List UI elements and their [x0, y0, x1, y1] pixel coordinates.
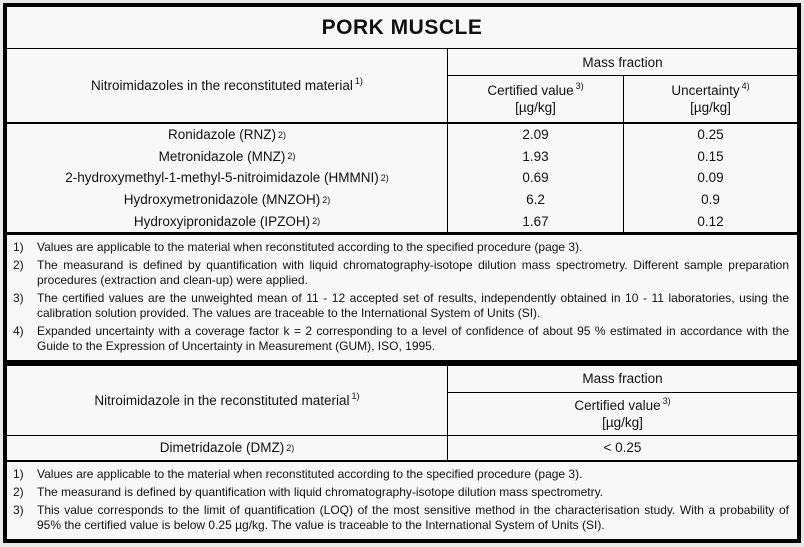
uncertainty-value: 0.12 [697, 213, 724, 229]
certified-value: < 0.25 [603, 440, 642, 456]
footnote [13, 258, 789, 288]
document-page [3, 3, 801, 543]
table-title-text: PORK MUSCLE [321, 15, 483, 39]
table-row: Hydroxymetronidazole (MNZOH) 2) 6.2 0.9 [7, 189, 797, 211]
certified-value: 0.69 [448, 167, 624, 189]
mass-fraction-label: Mass fraction [582, 54, 663, 70]
column-header-certified-value [448, 76, 624, 122]
certified-value-unit: [µg/kg] [515, 100, 556, 115]
footnote-marker: 2) [13, 257, 24, 272]
footnote-ref-1: 1) [351, 390, 360, 401]
uncertainty-unit: [µg/kg] [690, 100, 731, 115]
footnote [13, 485, 789, 500]
dimetridazole-indicative-value-table [3, 363, 801, 543]
footnote-text: This value corresponds to the limit of quantification (LOQ) of the most sensitive method in the characterisation study. With a probability of 95% the certified value is below 0.25 µg/kg. The value is traceable to the International System of Units (SI). [37, 502, 789, 532]
footnote-marker: 1) [13, 239, 24, 254]
certified-value: 2.09 [448, 124, 624, 146]
analyte-name: Metronidazole (MNZ) [158, 148, 286, 164]
footnote-ref-3: 3) [575, 81, 584, 91]
table1-footnotes [7, 235, 797, 360]
footnote-marker: 3) [13, 290, 24, 305]
footnote [13, 324, 789, 354]
footnote-ref-1: 1) [354, 76, 363, 86]
footnote-marker: 1) [13, 466, 24, 481]
column-header-mass-fraction [448, 49, 797, 76]
column-header-uncertainty [624, 76, 797, 122]
uncertainty-value: 0.09 [697, 170, 724, 186]
table-row: Ronidazole (RNZ) 2) 2.09 0.25 [7, 124, 797, 146]
column-header-analyte [7, 49, 448, 122]
analyte-header-label: Nitroimidazoles in the reconstituted material [91, 78, 353, 93]
footnote-ref-4: 4) [741, 81, 750, 91]
footnote-text: The measurand is defined by quantification with liquid chromatography-isotope dilution mass spectrometry. Different sample preparation procedures (extraction and clean-up) were applied. [37, 257, 789, 287]
analyte-header-label: Nitroimidazole in the reconstituted material [94, 392, 350, 408]
analyte-name: 2-hydroxymethyl-1-methyl-5-nitroimidazole (HMMNI) [65, 170, 379, 186]
footnote-ref-3: 3) [662, 395, 671, 406]
analyte-name: Hydroxymetronidazole (MNZOH) [123, 192, 321, 208]
table1-body [7, 124, 797, 232]
footnote-text: The certified values are the unweighted mean of 11 - 12 accepted set of results, independently obtained in 10 - 11 laboratories, using the calibration solution provided. The values are traceable to the International System of Units (SI). [37, 290, 789, 320]
certified-value: 1.93 [448, 146, 624, 168]
footnote [13, 467, 789, 482]
mass-fraction-label: Mass fraction [582, 371, 663, 387]
certified-value-label: Certified value [487, 83, 574, 98]
analyte-name: Hydroxyipronidazole (IPZOH) [133, 213, 311, 229]
footnote [13, 291, 789, 321]
certified-value: 6.2 [448, 189, 624, 211]
footnote-marker: 4) [13, 323, 24, 338]
footnote-text: The measurand is defined by quantification with liquid chromatography-isotope dilution mass spectrometry. [37, 484, 604, 499]
footnote [13, 503, 789, 533]
table2-header [7, 366, 797, 436]
analyte-name: Dimetridazole (DMZ) [159, 440, 285, 456]
table-row: Dimetridazole (DMZ) 2) < 0.25 [7, 436, 797, 460]
uncertainty-value: 0.25 [697, 127, 724, 143]
footnote [13, 240, 789, 255]
table2-body [7, 436, 797, 460]
certified-value: 1.67 [448, 210, 624, 232]
footnote-marker: 2) [13, 484, 24, 499]
mass-fraction-group [448, 49, 797, 122]
table-row: 2-hydroxymethyl-1-methyl-5-nitroimidazole (HMMNI) 2) 0.69 0.09 [7, 167, 797, 189]
table-row: Hydroxyipronidazole (IPZOH) 2) 1.67 0.12 [7, 210, 797, 232]
column-header-mass-fraction [448, 366, 797, 393]
footnote-text: Expanded uncertainty with a coverage factor k = 2 corresponding to a level of confidence of about 95 % estimated in accordance with the Guide to the Expression of Uncertainty in Measurement (GUM), ISO, 1995. [37, 323, 789, 353]
footnote-text: Values are applicable to the material when reconstituted according to the specified procedure (page 3). [37, 239, 583, 254]
mass-fraction-group [448, 366, 797, 435]
column-header-analyte [7, 366, 448, 435]
uncertainty-value: 0.9 [701, 192, 720, 208]
uncertainty-value: 0.15 [697, 148, 724, 164]
footnote-text: Values are applicable to the material when reconstituted according to the specified procedure (page 3). [37, 466, 583, 481]
uncertainty-label: Uncertainty [671, 83, 740, 98]
certified-value-label: Certified value [574, 397, 661, 413]
table-row: Metronidazole (MNZ) 2) 1.93 0.15 [7, 146, 797, 168]
footnote-marker: 3) [13, 502, 24, 517]
table1-header [7, 49, 797, 124]
column-header-certified-value [448, 393, 797, 435]
table-title [7, 7, 797, 49]
pork-muscle-certified-values-table [3, 3, 801, 363]
certified-value-unit: [µg/kg] [602, 414, 643, 430]
analyte-name: Ronidazole (RNZ) [167, 127, 277, 143]
table2-footnotes [7, 462, 797, 539]
